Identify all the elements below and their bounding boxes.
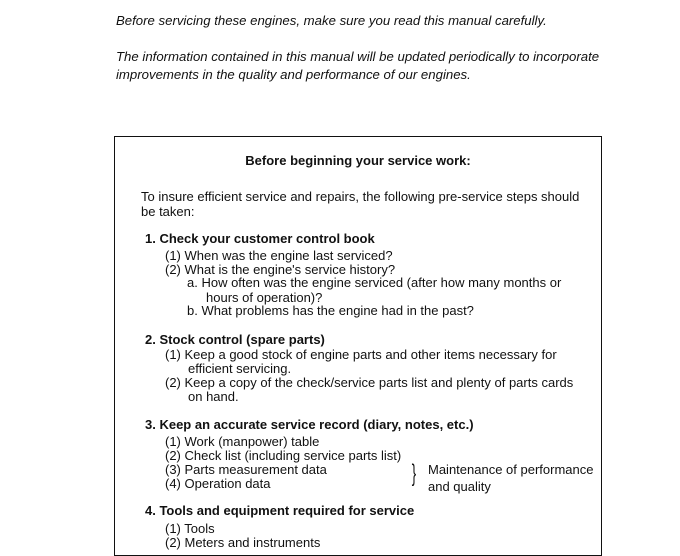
section-3-note-line-2: and quality [428,479,491,494]
section-1-heading: 1. Check your customer control book [145,231,375,246]
intro-line-2b: improvements in the quality and performance of our engines. [116,67,471,82]
section-3-item-2: (2) Check list (including service parts list) [165,448,402,463]
section-1-sub-a-line-2: hours of operation)? [206,290,323,305]
section-1-item-1: (1) When was the engine last serviced? [165,248,393,263]
section-2-item-1a: (1) Keep a good stock of engine parts and other items necessary for [165,347,557,362]
lead-line-1: To insure efficient service and repairs, the following pre-service steps should [141,189,580,204]
section-1-sub-b: b. What problems has the engine had in the past? [187,303,474,318]
intro-line-1: Before servicing these engines, make sure you read this manual carefully. [116,13,547,28]
intro-line-2a: The information contained in this manual will be updated periodically to incorporate [116,49,600,64]
section-3-item-4: (4) Operation data [165,476,271,491]
section-3-item-1: (1) Work (manpower) table [165,434,320,449]
section-4-heading: 4. Tools and equipment required for service [145,503,415,518]
section-3-heading: 3. Keep an accurate service record (diary, notes, etc.) [145,417,474,432]
section-1-item-2: (2) What is the engine's service history? [165,262,396,277]
section-3-note-line-1: Maintenance of performance [428,462,594,477]
section-2-item-2b: on hand. [188,389,239,404]
intro-paragraph-2 [116,48,616,84]
section-4-item-1: (1) Tools [165,521,215,536]
section-2-heading: 2. Stock control (spare parts) [145,332,325,347]
section-2-item-1b: efficient servicing. [188,361,292,376]
box-title: Before beginning your service work: [245,153,471,168]
section-4-item-2: (2) Meters and instruments [165,535,321,550]
section-3-item-3: (3) Parts measurement data [165,462,327,477]
section-2-item-2a: (2) Keep a copy of the check/service parts list and plenty of parts cards [165,375,574,390]
service-work-box [114,136,602,556]
section-1-sub-a-line-1: a. How often was the engine serviced (after how many months or [187,275,562,290]
lead-line-2: be taken: [141,204,195,219]
right-brace-icon: } [411,460,417,487]
